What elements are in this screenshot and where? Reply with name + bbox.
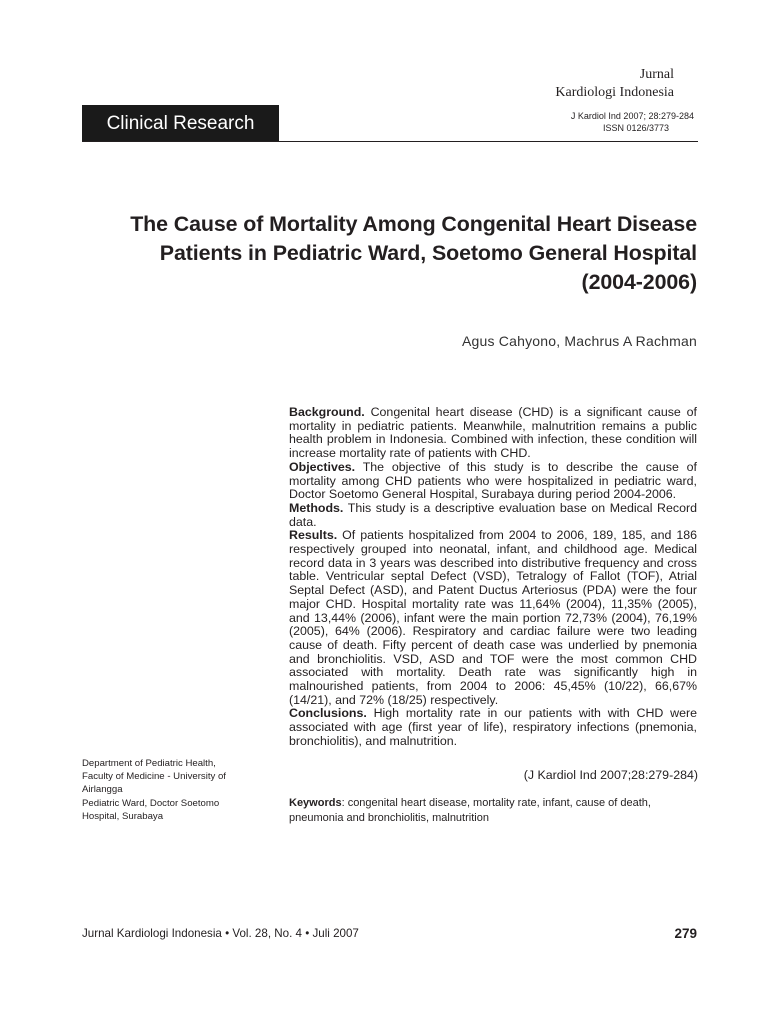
author-affiliation: [82, 757, 252, 823]
article-title: [97, 210, 697, 297]
methods-label: Methods.: [289, 500, 344, 515]
objectives-text: The objective of this study is to describe the cause of mortality among CHD patients who were hospitalized in pediatric ward, Doctor Soetomo General Hospital, Surabaya during period 2004-2006.: [289, 459, 698, 502]
results-label: Results.: [289, 528, 338, 543]
abstract-citation: (J Kardiol Ind 2007;28:279-284): [523, 768, 698, 782]
article-authors: Agus Cahyono, Machrus A Rachman: [462, 333, 697, 349]
abstract-conclusions: [289, 707, 697, 748]
article-title-line: Patients in Pediatric Ward, Soetomo General Hospital: [159, 241, 697, 265]
results-text: Of patients hospitalized from 2004 to 2006, 189, 185, and 186 respectively grouped into neonatal, infant, and childhood age. Medical record data in 3 years was described into distributive frequency and cross table. Ventricular septal Defect (VSD), Tetralogy of Fallot (TOF), Atrial Septal Defect (ASD), and Patent Ductus Arteriosus (PDA) were the four major CHD. Hospital mortality rate was 11,64% (2004), 11,35% (2005), and 13,44% (2006), infant were the main portion 72,73% (2004), 76,19% (2005), 64% (2006). Respiratory and cardiac failure were two leading cause of death. Fifty percent of death case was underlied by pnemonia and bronchiolitis. VSD, ASD and TOF were the most common CHD associated with mortality. Death rate was significantly high in malnourished patients, from 2004 to 2006: 45,45% (10/22), 66,67% (14/21), and 72% (18/25) respectively.: [289, 528, 697, 707]
methods-text: This study is a descriptive evaluation base on Medical Record data.: [289, 500, 697, 529]
conclusions-text: High mortality rate in our patients with with CHD were associated with age (first year of life), respiratory infections (pnemonia, bronchiolitis), and malnutrition.: [289, 706, 697, 748]
affiliation-line: Faculty of Medicine - University of: [82, 771, 226, 783]
objectives-label: Objectives.: [289, 459, 356, 474]
keywords: [289, 796, 699, 826]
journal-citation: J Kardiol Ind 2007; 28:279-284: [570, 111, 694, 121]
abstract-background: [289, 406, 697, 461]
journal-logo: [434, 66, 674, 102]
keywords-text: : congenital heart disease, mortality rate, infant, cause of death, pneumonia and bronchiolitis, malnutrition: [289, 797, 651, 824]
affiliation-line: Department of Pediatric Health,: [82, 758, 216, 769]
affiliation-line: Airlangga: [82, 784, 123, 796]
abstract: [289, 406, 697, 749]
article-title-line: (2004-2006): [581, 270, 697, 294]
journal-logo-line2: Kardiologi Indonesia: [555, 85, 674, 100]
section-label: Clinical Research: [82, 105, 279, 142]
abstract-methods: [289, 502, 697, 529]
page-number: 279: [674, 926, 697, 941]
abstract-results: [289, 529, 697, 707]
footer-journal-info: Jurnal Kardiologi Indonesia • Vol. 28, No. 4 • Juli 2007: [82, 927, 359, 940]
keywords-label: Keywords: [289, 797, 342, 809]
affiliation-line: Hospital, Surabaya: [82, 810, 164, 822]
conclusions-label: Conclusions.: [289, 706, 367, 721]
journal-logo-line1: Jurnal: [639, 67, 674, 82]
article-title-line: The Cause of Mortality Among Congenital Heart Disease: [130, 212, 697, 236]
header-divider: [82, 141, 698, 142]
abstract-objectives: [289, 461, 697, 502]
journal-citation-block: [434, 110, 694, 134]
background-text: Congenital heart disease (CHD) is a significant cause of mortality in pediatric patients. Meanwhile, malnutrition remains a public health problem in Indonesia. Combined with infection, these condition will increase mortality rate of patients with CHD.: [289, 405, 697, 461]
journal-issn: ISSN 0126/3773: [602, 123, 669, 133]
background-label: Background.: [289, 405, 365, 419]
affiliation-line: Pediatric Ward, Doctor Soetomo: [82, 797, 220, 809]
